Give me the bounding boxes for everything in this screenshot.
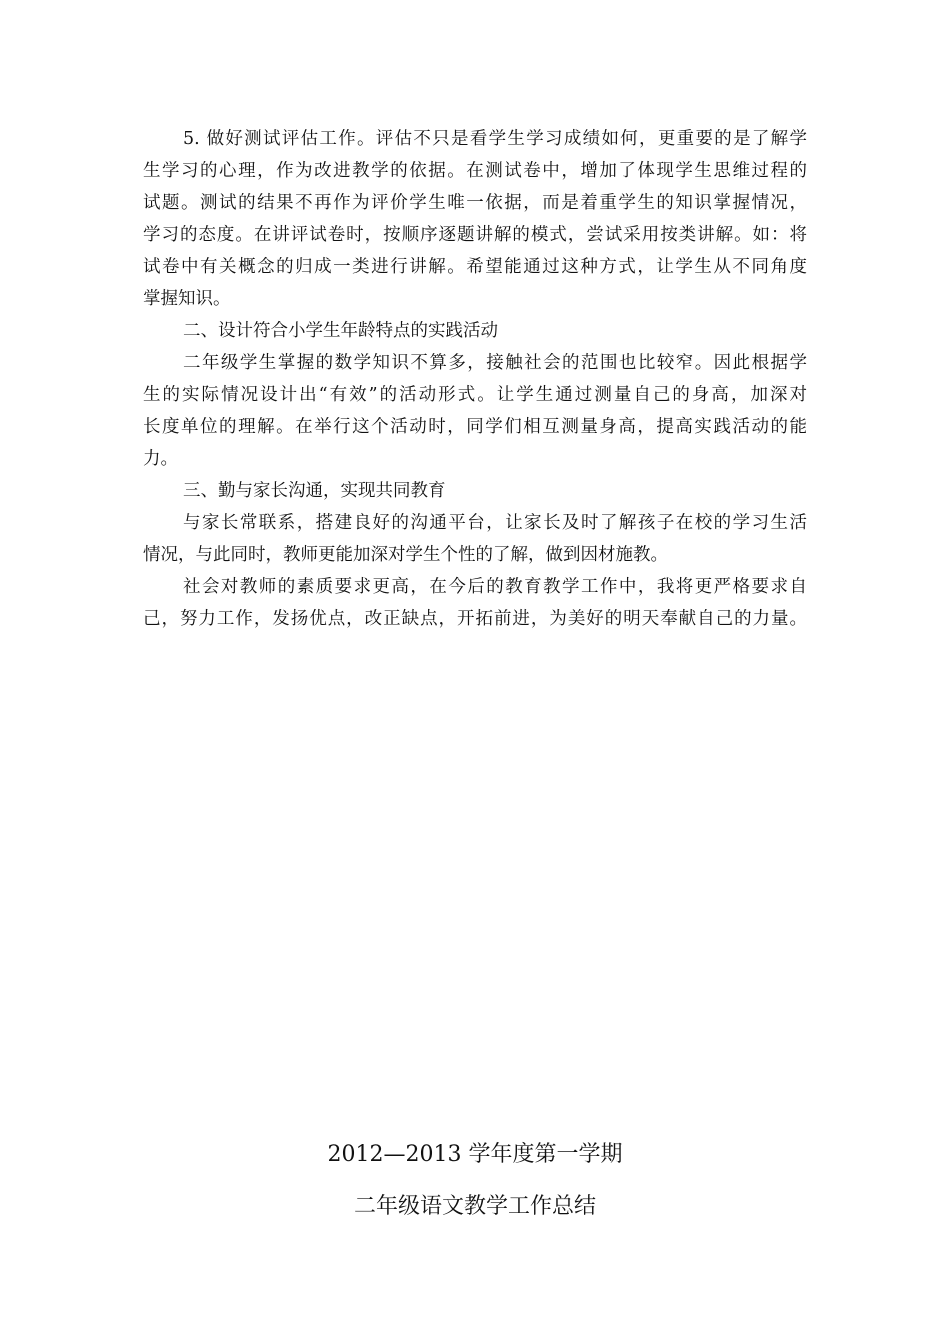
paragraph-line: 生的实际情况设计出“有效”的活动形式。让学生通过测量自己的身高，加深对 — [143, 385, 807, 405]
paragraph-line: 二年级学生掌握的数学知识不算多，接触社会的范围也比较窄。因此根据学 — [183, 353, 807, 373]
section-heading: 二、设计符合小学生年龄特点的实践活动 — [183, 321, 498, 341]
paragraph-line: 己，努力工作，发扬优点，改正缺点，开拓前进，为美好的明天奉献自己的力量。 — [143, 609, 807, 629]
paragraph-line: 社会对教师的素质要求更高，在今后的教育教学工作中，我将更严格要求自 — [183, 577, 807, 597]
paragraph-line: 生学习的心理，作为改进教学的依据。在测试卷中，增加了体现学生思维过程的 — [143, 161, 807, 181]
paragraph-line: 与家长常联系，搭建良好的沟通平台，让家长及时了解孩子在校的学习生活 — [183, 513, 807, 533]
paragraph-line: 掌握知识。 — [143, 289, 231, 309]
paragraph-line: 5. 做好测试评估工作。评估不只是看学生学习成绩如何，更重要的是了解学 — [183, 129, 807, 149]
paragraph-line: 试题。测试的结果不再作为评价学生唯一依据，而是着重学生的知识掌握情况， — [143, 193, 807, 213]
paragraph-line: 学习的态度。在讲评试卷时，按顺序逐题讲解的模式，尝试采用按类讲解。如：将 — [143, 225, 807, 245]
paragraph-line: 长度单位的理解。在举行这个活动时，同学们相互测量身高，提高实践活动的能 — [143, 417, 807, 437]
paragraph-line: 试卷中有关概念的归成一类进行讲解。希望能通过这种方式，让学生从不同角度 — [143, 257, 807, 277]
section-heading: 三、勤与家长沟通，实现共同教育 — [183, 481, 446, 501]
document-title-line2: 二年级语文教学工作总结 — [353, 1194, 596, 1219]
document-title-line1: 2012—2013 学年度第一学期 — [327, 1142, 623, 1167]
paragraph-line: 情况，与此同时，教师更能加深对学生个性的了解，做到因材施教。 — [143, 545, 668, 565]
paragraph-line: 力。 — [143, 449, 178, 469]
